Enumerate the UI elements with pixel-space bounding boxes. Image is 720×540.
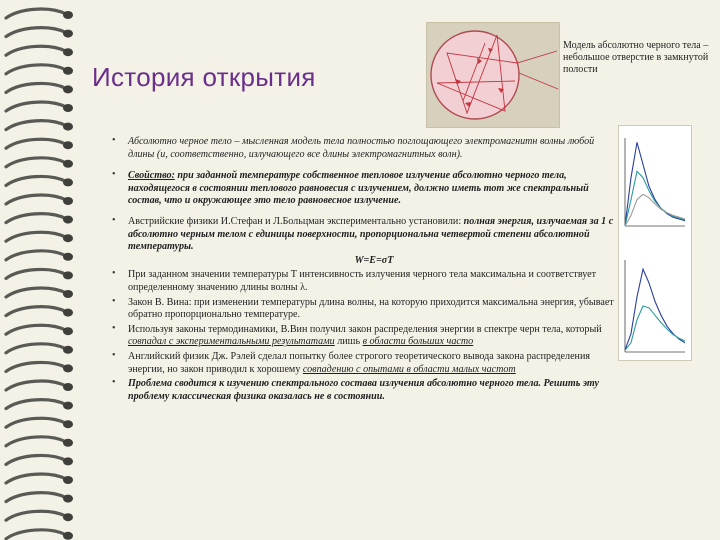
list-item (112, 378, 620, 403)
pointer-line (519, 73, 558, 89)
list-item (112, 216, 620, 267)
spiral-ring (6, 344, 66, 353)
bullet-icon: • (112, 135, 116, 146)
spiral-hole (63, 30, 73, 38)
spiral-hole (63, 123, 73, 131)
spiral-hole (63, 383, 73, 391)
spiral-ring (6, 251, 66, 260)
spiral-ring (6, 232, 66, 241)
rayleigh-low-frequency-link: совпадению с опытами в области малых частот (302, 363, 516, 375)
series-line (625, 269, 685, 350)
bullet-list-container (112, 136, 620, 403)
spiral-ring (6, 325, 66, 334)
spiral-hole (63, 309, 73, 317)
blackbody-cavity-figure (426, 22, 560, 128)
bullet-icon: • (112, 295, 116, 307)
chart-upper-series (625, 142, 685, 226)
spiral-ring (6, 511, 66, 520)
bullet-icon: • (112, 169, 116, 181)
problem-statement: Проблема сводится к изучению спектрального состава излучения абсолютно черного тела. Решить эту проблему классическая физика оказалась не в состоянии. (128, 378, 599, 402)
spiral-ring (6, 307, 66, 316)
spiral-hole (63, 67, 73, 75)
spiral-hole (63, 476, 73, 484)
list-item (112, 324, 620, 349)
spiral-hole (63, 11, 73, 19)
spiral-ring (6, 214, 66, 223)
spiral-ring (6, 102, 66, 111)
bullet-icon: • (112, 322, 116, 334)
spiral-hole (63, 104, 73, 112)
spiral-hole (63, 290, 73, 298)
bullet-list (112, 136, 620, 403)
stefan-formula: W=E=σT (354, 254, 394, 266)
list-item (112, 351, 620, 376)
spiral-ring (6, 530, 66, 539)
spiral-ring (6, 83, 66, 92)
list-item (112, 136, 620, 161)
spiral-ring (6, 288, 66, 297)
chart-axes (625, 138, 685, 352)
spiral-ring (6, 381, 66, 390)
spectrum-chart (618, 125, 692, 361)
bullet-icon: • (112, 268, 116, 280)
spiral-hole (63, 234, 73, 242)
spiral-hole (63, 346, 73, 354)
max-intensity-text: При заданном значении температуры T интенсивность излучения черного тела максимальна и соответствует определенному значению длины волны λ. (128, 269, 597, 293)
slide-title: История открытия (92, 62, 316, 92)
spiral-ring (6, 418, 66, 427)
chart-lower-series (625, 269, 685, 350)
spiral-ring (6, 437, 66, 446)
spiral-ring (6, 362, 66, 371)
spiral-hole (63, 271, 73, 279)
spiral-ring (6, 158, 66, 167)
spiral-hole (63, 197, 73, 205)
wien-distribution-text: Используя законы термодинамики, В.Вин получил закон распределения энергии в спектре черн тела, который (128, 323, 602, 335)
spiral-ring (6, 269, 66, 278)
spiral-hole (63, 141, 73, 149)
spiral-ring (6, 139, 66, 148)
list-item (112, 170, 620, 208)
list-item (112, 297, 620, 322)
spiral-hole (63, 495, 73, 503)
spiral-ring (6, 176, 66, 185)
rayleigh-text: Английский физик Дж. Рэлей сделал попытку более строгого теоретического вывода закона распределения энергии, но закон приводил к хорошему (128, 350, 590, 375)
cavity-circle (431, 31, 519, 119)
bullet-icon: • (112, 377, 116, 389)
spiral-ring (6, 474, 66, 483)
spiral-binding (0, 0, 80, 540)
wien-high-frequency-link: в области больших часто (362, 336, 474, 348)
wien-agreement-link: совпадал с экспериментальными результатами (128, 336, 335, 348)
figure-caption: Модель абсолютно черного тела – небольшое отверстие в замкнутой полости (563, 40, 709, 75)
spiral-hole (63, 178, 73, 186)
spiral-ring (6, 121, 66, 130)
spiral-hole (63, 85, 73, 93)
spiral-ring (6, 400, 66, 409)
spiral-ring (6, 9, 66, 18)
bullet-icon: • (112, 214, 116, 226)
property-text: при заданной температуре собственное тепловое излучение абсолютно черного тела, находящегося в состоянии теплового равновесия с излучением, должно иметь тот же спектральный состав, что и окружающее это тело равновесное излучение. (128, 170, 589, 207)
spiral-hole (63, 457, 73, 465)
spiral-hole (63, 253, 73, 261)
bullet-icon: • (112, 349, 116, 361)
spiral-hole (63, 439, 73, 447)
spiral-hole (63, 364, 73, 372)
spiral-ring (6, 65, 66, 74)
spiral-hole (63, 420, 73, 428)
wien-law-text: Закон В. Вина: при изменении температуры длина волны, на которую приходится максимальна энергия, убывает обратно пропорционально температуре. (128, 296, 614, 321)
spiral-ring (6, 195, 66, 204)
spiral-ring (6, 28, 66, 37)
stefan-law: полная энергия, излучаемая за 1 с абсолютно черным телом с единицы поверхности, пропорциональна четвертой степени абсолютной температуры. (128, 215, 614, 253)
property-lead: Свойство: (128, 170, 175, 182)
spiral-hole (63, 532, 73, 540)
spiral-hole (63, 402, 73, 410)
spiral-hole (63, 160, 73, 168)
list-item (112, 269, 620, 294)
spiral-hole (63, 513, 73, 521)
spiral-hole (63, 327, 73, 335)
spiral-ring (6, 46, 66, 55)
stefan-text: Австрийские физики И.Стефан и Л.Больцман экспериментально установили: (128, 215, 464, 227)
spiral-hole (63, 216, 73, 224)
spiral-rings (6, 9, 73, 540)
wien-mid-text: лишь (334, 336, 363, 348)
spiral-ring (6, 493, 66, 502)
spiral-hole (63, 48, 73, 56)
spiral-ring (6, 455, 66, 464)
definition-term: Абсолютно черное тело (128, 136, 232, 147)
definition-text: – мысленная модель тела полностью поглощающего электромагнитн волны любой длины (и, соответственно, излучающего все длины электромагнитных волн). (128, 136, 595, 160)
